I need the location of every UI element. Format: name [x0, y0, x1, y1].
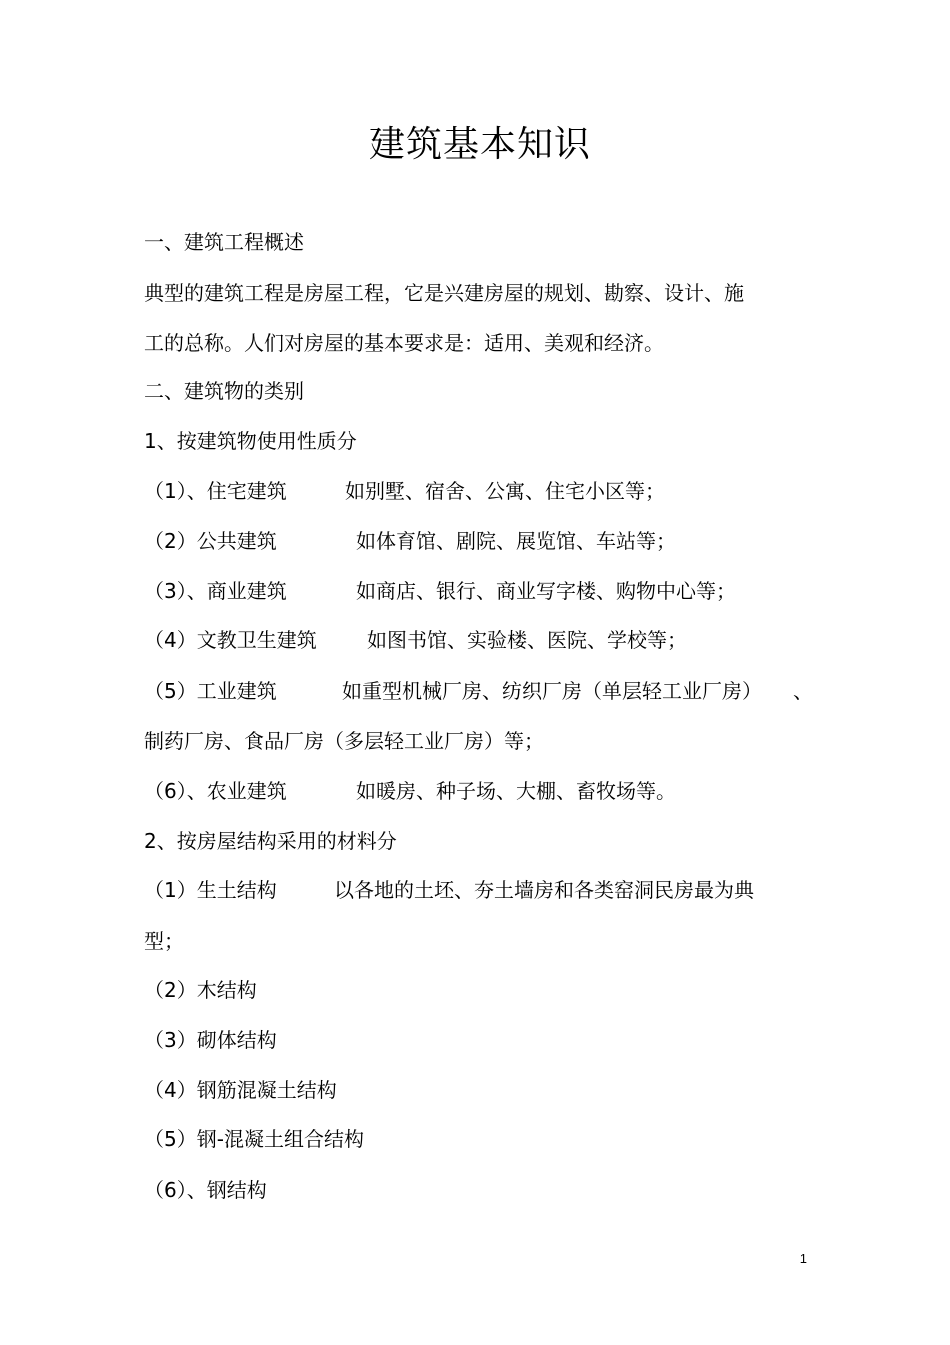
list-item-desc: 以各地的土坯、夯土墙房和各类窑洞民房最为典: [334, 878, 754, 902]
list-item-label: （6）、钢结构: [144, 1178, 267, 1202]
list-item-label: （2）公共建筑: [144, 529, 277, 553]
page-number: 1: [799, 1251, 807, 1266]
list-item-label: （1）生土结构: [144, 878, 277, 902]
subsection-heading-material: 2、按房屋结构采用的材料分: [144, 829, 397, 853]
list-item-desc: 如暖房、种子场、大棚、畜牧场等。: [356, 779, 676, 803]
subsection-heading-usage: 1、按建筑物使用性质分: [144, 429, 357, 453]
list-item-label: （4）钢筋混凝土结构: [144, 1078, 337, 1102]
list-item-desc: 如重型机械厂房、纺织厂房（单层轻工业厂房）: [342, 679, 762, 703]
section-heading-categories: 二、建筑物的类别: [144, 379, 304, 403]
list-item-label: （4）文教卫生建筑: [144, 628, 317, 652]
list-item-desc: 如别墅、宿舍、公寓、住宅小区等；: [345, 479, 665, 503]
list-item-desc: 如商店、银行、商业写字楼、购物中心等；: [356, 579, 736, 603]
list-item-label: （3）、商业建筑: [144, 579, 287, 603]
list-item-continuation: 制药厂房、食品厂房（多层轻工业厂房）等；: [144, 729, 544, 753]
list-item-label: （6）、农业建筑: [144, 779, 287, 803]
paragraph-line: 工的总称。人们对房屋的基本要求是：适用、美观和经济。: [144, 331, 664, 355]
list-item-label: （2）木结构: [144, 978, 257, 1002]
document-title: 建筑基本知识: [368, 124, 591, 165]
list-item-label: （1）、住宅建筑: [144, 479, 287, 503]
list-item-label: （3）砌体结构: [144, 1028, 277, 1052]
list-item-label: （5）钢-混凝土组合结构: [144, 1127, 364, 1151]
section-heading-overview: 一、建筑工程概述: [144, 230, 304, 254]
list-item-desc: 如体育馆、剧院、展览馆、车站等；: [356, 529, 676, 553]
list-item-label: （5）工业建筑: [144, 679, 277, 703]
paragraph-line: 典型的建筑工程是房屋工程，它是兴建房屋的规划、勘察、设计、施: [144, 281, 744, 305]
list-item-tail: 、: [793, 679, 813, 703]
list-item-desc: 如图书馆、实验楼、医院、学校等；: [367, 628, 687, 652]
list-item-continuation: 型；: [144, 929, 184, 953]
